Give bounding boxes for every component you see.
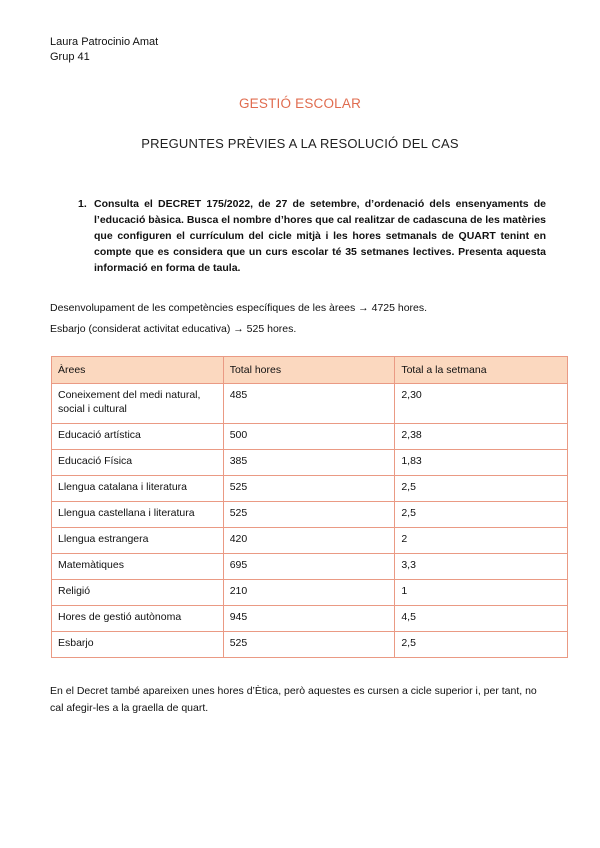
author-name: Laura Patrocinio Amat <box>50 36 159 48</box>
table-cell-area: Llengua castellana i literatura <box>52 502 224 528</box>
table-cell-weekly: 3,3 <box>395 554 568 580</box>
table-cell-area: Llengua estrangera <box>52 528 224 554</box>
table-cell-area: Educació artística <box>52 424 224 450</box>
table-cell-weekly: 1,83 <box>395 450 568 476</box>
table-cell-total: 525 <box>223 502 395 528</box>
table-cell-total: 210 <box>223 580 395 606</box>
question-item <box>78 196 546 276</box>
table-cell-total: 420 <box>223 528 395 554</box>
table-cell-area: Hores de gestió autònoma <box>52 606 224 632</box>
document-subtitle: PREGUNTES PRÈVIES A LA RESOLUCIÓ DEL CAS <box>141 136 459 151</box>
table-cell-weekly: 2 <box>395 528 568 554</box>
table-cell-total: 525 <box>223 632 395 658</box>
table-cell-weekly: 1 <box>395 580 568 606</box>
table-cell-weekly: 2,5 <box>395 502 568 528</box>
column-header-areas: Àrees <box>52 357 224 384</box>
table-row <box>52 502 568 528</box>
hours-table <box>51 356 568 658</box>
group-label: Grup 41 <box>50 51 90 63</box>
question-number: 1. <box>78 198 87 210</box>
table-cell-area: Matemàtiques <box>52 554 224 580</box>
table-cell-area: Religió <box>52 580 224 606</box>
table-row <box>52 450 568 476</box>
table-cell-weekly: 2,38 <box>395 424 568 450</box>
table-cell-weekly: 2,30 <box>395 384 568 424</box>
document-title: GESTIÓ ESCOLAR <box>238 96 362 111</box>
table-row <box>52 424 568 450</box>
table-cell-total: 385 <box>223 450 395 476</box>
table-cell-weekly: 2,5 <box>395 632 568 658</box>
column-header-weekly-hours: Total a la setmana <box>395 357 568 384</box>
table-cell-weekly: 4,5 <box>395 606 568 632</box>
table-cell-total: 485 <box>223 384 395 424</box>
closing-note: En el Decret també apareixen unes hores d’Ètica, però aquestes es cursen a cicle superior i, per tant, no cal afegir-les a la graella de quart. <box>50 685 537 714</box>
table-row <box>52 606 568 632</box>
table-header-row <box>52 357 568 384</box>
table-cell-area: Llengua catalana i literatura <box>52 476 224 502</box>
author-block <box>50 35 158 65</box>
table-cell-total: 695 <box>223 554 395 580</box>
table-cell-area: Esbarjo <box>52 632 224 658</box>
table-cell-area: Educació Física <box>52 450 224 476</box>
table-cell-total: 945 <box>223 606 395 632</box>
paragraph-recess: Esbarjo (considerat activitat educativa) → 525 hores. <box>50 323 297 335</box>
table-row <box>52 554 568 580</box>
table-cell-weekly: 2,5 <box>395 476 568 502</box>
table-cell-area: Coneixement del medi natural, social i cultural <box>52 384 224 424</box>
table-cell-total: 500 <box>223 424 395 450</box>
question-text: Consulta el DECRET 175/2022, de 27 de setembre, d’ordenació dels ensenyaments de l’educació bàsica. Busca el nombre d’hores que cal realitzar de cadascuna de les matèries que configuren el currículum del cicle mitjà i les hores setmanals de QUART tenint en compte que es considera que un curs escolar té 35 setmanes lectives. Presenta aquesta informació en forma de taula. <box>94 198 546 274</box>
table-row <box>52 528 568 554</box>
table-cell-total: 525 <box>223 476 395 502</box>
paragraph-competencies: Desenvolupament de les competències específiques de les àrees → 4725 hores. <box>50 302 428 314</box>
table-row <box>52 384 568 424</box>
table-row <box>52 632 568 658</box>
table-row <box>52 476 568 502</box>
table-row <box>52 580 568 606</box>
column-header-total-hours: Total hores <box>223 357 395 384</box>
